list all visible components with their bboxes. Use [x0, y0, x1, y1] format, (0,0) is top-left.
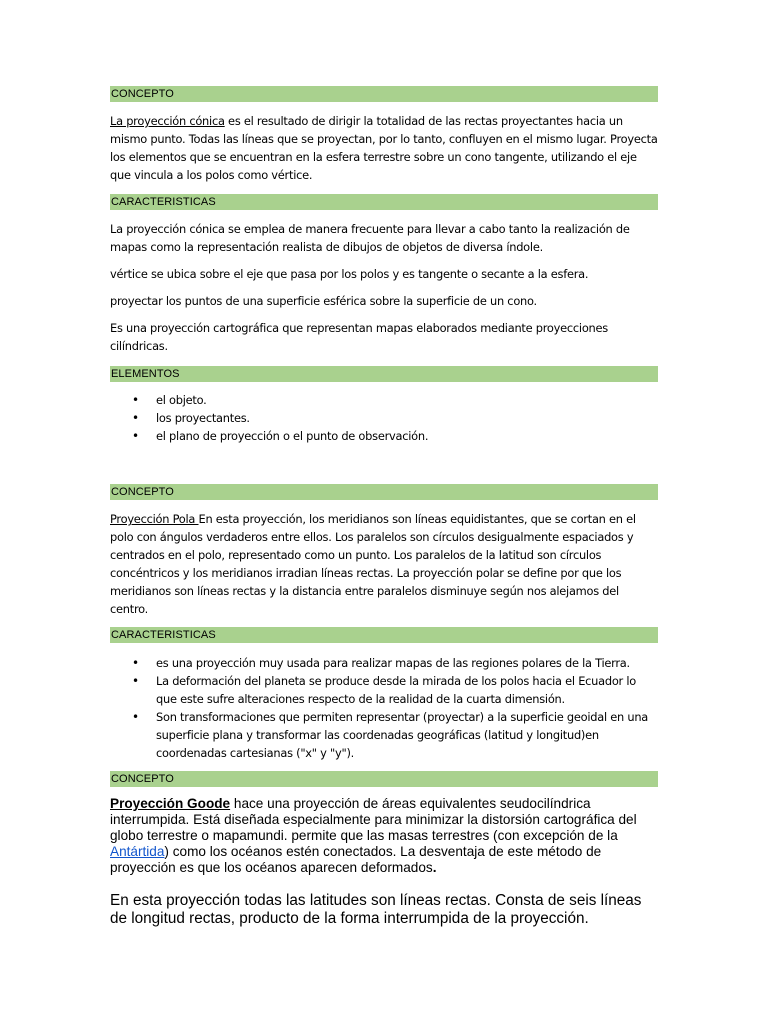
bullet-icon: •	[132, 710, 139, 724]
concept-paragraph	[110, 510, 658, 618]
bullet-icon: •	[132, 656, 139, 670]
section-concepto-goode	[110, 771, 658, 928]
antartida-link[interactable]: Antártida	[110, 844, 165, 859]
bullet-icon: •	[132, 411, 139, 425]
final-period: .	[432, 860, 437, 875]
list-item	[110, 654, 658, 672]
list-item	[110, 409, 658, 427]
paragraph: proyectar los puntos de una superficie esférica sobre la superficie de un cono.	[110, 294, 537, 308]
section-concepto-conica	[110, 86, 658, 184]
section-caracteristicas-conica	[110, 194, 658, 355]
bullet-list	[110, 391, 658, 445]
section-header: CARACTERISTICAS	[110, 194, 658, 210]
list-item	[110, 427, 658, 445]
section-header: CONCEPTO	[110, 86, 658, 102]
concept-text: hace una proyección de áreas equivalentes seudocilíndrica interrumpida. Está diseñada especialmente para minimizar la distorsión cartográfica del globo terrestre o mapamundi. permite que las masas terrestres (con excepción de la	[110, 796, 637, 843]
term-goode: Proyección Goode	[110, 796, 231, 811]
section-header: CARACTERISTICAS	[110, 627, 658, 643]
concept-text: es el resultado de dirigir la totalidad de las rectas proyectantes hacia un mismo punto. Todas las líneas que se proyectan, por lo tanto, confluyen en el mismo lugar. Proyecta los elementos que se encuentran en la esfera terrestre sobre un cono tangente, utilizando el eje que vincula a los polos como vértice.	[110, 114, 658, 182]
list-item-text: Son transformaciones que permiten representar (proyectar) a la superficie geoidal en una superficie plana y transformar las coordenadas geográficas (latitud y longitud)en coordenadas cartesianas ("x" y "y").	[156, 710, 649, 760]
list-item	[110, 672, 658, 708]
section-caracteristicas-polar	[110, 627, 658, 762]
bullet-icon: •	[132, 393, 139, 407]
list-item-text: los proyectantes.	[156, 411, 250, 425]
concept-paragraph	[110, 112, 658, 184]
section-concepto-polar	[110, 484, 658, 618]
bullet-list	[110, 654, 658, 762]
section-header: CONCEPTO	[110, 484, 658, 500]
term-polar: Proyección Pola	[110, 512, 199, 526]
list-item-text: La deformación del planeta se produce desde la mirada de los polos hacia el Ecuador lo que este sufre alteraciones respecto de la realidad de la cuarta dimensión.	[156, 674, 636, 706]
concept-text: En esta proyección, los meridianos son líneas equidistantes, que se cortan en el polo con ángulos verdaderos entre ellos. Los paralelos son círculos desigualmente espaciados y centrados en el polo, representado como un punto. Los paralelos de la latitud son círculos concéntricos y los meridianos irradian líneas rectas. La proyección polar se define por que los meridianos son líneas rectas y la distancia entre paralelos disminuye según nos alejamos del centro.	[110, 512, 636, 616]
section-header: ELEMENTOS	[110, 366, 658, 382]
section-elementos	[110, 366, 658, 445]
paragraph: vértice se ubica sobre el eje que pasa por los polos y es tangente o secante a la esfera.	[110, 267, 589, 281]
list-item-text: el plano de proyección o el punto de observación.	[156, 429, 429, 443]
paragraph: La proyección cónica se emplea de manera frecuente para llevar a cabo tanto la realización de mapas como la representación realista de dibujos de objetos de diversa índole.	[110, 222, 630, 254]
extra-paragraph: En esta proyección todas las latitudes son líneas rectas. Consta de seis líneas de longitud rectas, producto de la forma interrumpida de la proyección.	[110, 892, 642, 927]
section-header: CONCEPTO	[110, 771, 658, 787]
list-item	[110, 391, 658, 409]
list-item-text: es una proyección muy usada para realizar mapas de las regiones polares de la Tierra.	[156, 656, 630, 670]
concept-paragraph	[110, 796, 658, 876]
paragraph: Es una proyección cartográfica que representan mapas elaborados mediante proyecciones cilíndricas.	[110, 321, 608, 353]
concept-text-continued: ) como los océanos estén conectados. La desventaja de este método de proyección es que los océanos aparecen deformados	[110, 844, 602, 875]
bullet-icon: •	[132, 674, 139, 688]
list-item-text: el objeto.	[156, 393, 207, 407]
term-conica: La proyección cónica	[110, 114, 225, 128]
list-item	[110, 708, 658, 762]
bullet-icon: •	[132, 429, 139, 443]
